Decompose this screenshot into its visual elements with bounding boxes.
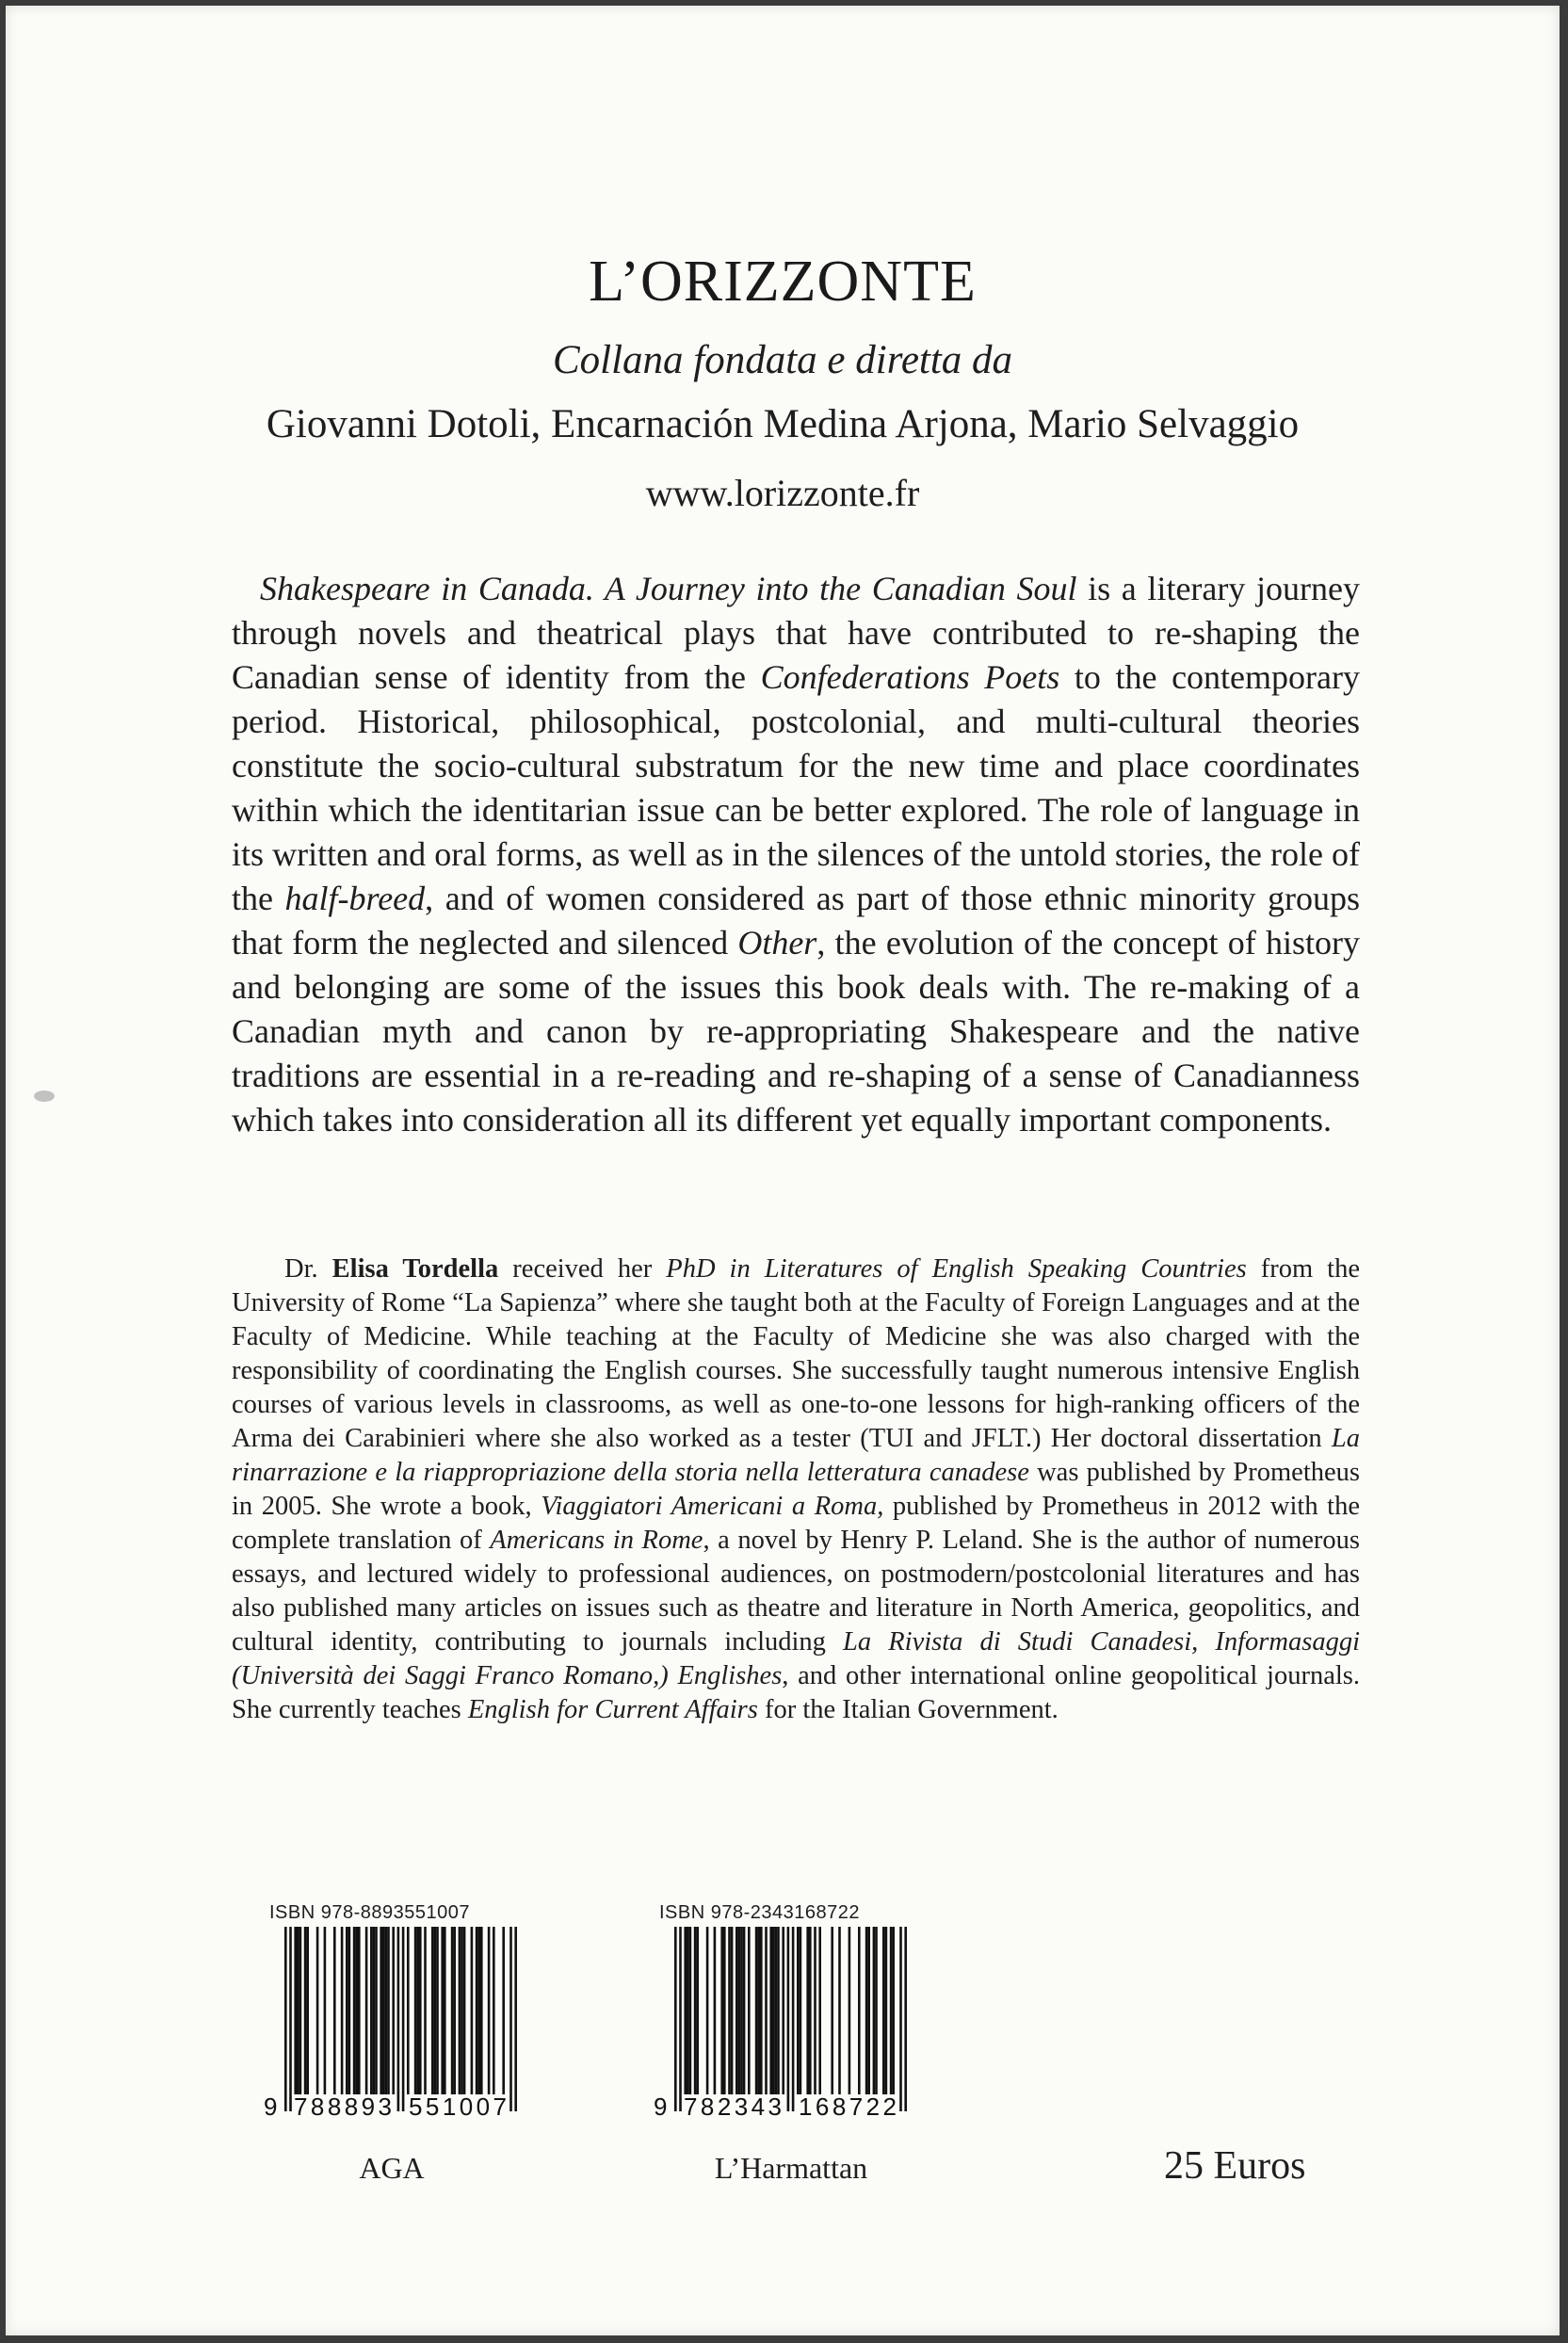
barcode-bar — [706, 1927, 709, 2094]
series-subtitle: Collana fondata e diretta da — [552, 338, 1013, 382]
barcode-bar — [480, 1927, 483, 2094]
barcode-bar — [838, 1927, 841, 2094]
barcode-bar — [414, 1927, 417, 2094]
barcode-bar — [792, 1927, 795, 2111]
barcode-bar — [797, 1927, 800, 2094]
barcode-bar — [720, 1927, 723, 2094]
bio-italic-6: English for Current Affairs — [467, 1695, 758, 1724]
bio-text-3: from the University of Rome “La Sapienza” where she taught both at the Faculty of Foreign Languages and at the Faculty of Medicine. While teaching at the Faculty of Medicine she was also charged with the responsibility of coordinating the English courses. She successfully taught numerous intensive English courses of various levels in classrooms, as well as one-to-one lessons for high-ranking officers of the Arma dei Carabinieri where she also worked as a tester (TUI and JFLT.) Her doctoral dissertation — [232, 1254, 1360, 1453]
barcode-bar — [294, 1927, 297, 2094]
blurb-book-title: Shakespeare in Canada. A Journey into the Canadian Soul — [260, 570, 1077, 607]
barcode-bar — [341, 1927, 344, 2094]
author-name: Elisa Tordella — [331, 1254, 499, 1284]
barcode-bar — [402, 1927, 405, 2111]
barcode-bar — [397, 1927, 400, 2111]
barcode-bar — [731, 1927, 734, 2094]
barcode-bar — [769, 1927, 772, 2094]
barcode-bar — [441, 1927, 444, 2094]
barcode-bar — [892, 1927, 895, 2094]
barcode-bar — [284, 1927, 287, 2111]
barcode-bar — [380, 1927, 382, 2094]
barcode-bar — [875, 1927, 878, 2094]
isbn-label: ISBN 978-2343168722 — [659, 1902, 860, 1923]
bio-italic-2: La rinarrazione e la riappropriazione della storia nella letteratura canadese — [232, 1424, 1360, 1487]
back-cover — [6, 6, 1560, 2335]
barcode-bar — [714, 1927, 717, 2094]
barcode-bar — [488, 1927, 491, 2094]
barcode-bar — [728, 1927, 731, 2094]
barcode-bar — [858, 1927, 861, 2094]
barcode-bar — [375, 1927, 378, 2094]
barcode-bar — [831, 1927, 833, 2094]
barcode-bar — [772, 1927, 775, 2094]
price: 25 Euros — [1164, 2144, 1306, 2188]
barcode-bar — [459, 1927, 461, 2094]
barcode-bar — [775, 1927, 778, 2094]
publisher-aga: AGA — [359, 2151, 425, 2185]
barcode-bar — [453, 1927, 456, 2094]
series-url: www.lorizzonte.fr — [645, 472, 920, 514]
barcode-bar — [461, 1927, 463, 2094]
barcode-harmattan — [650, 1902, 932, 2140]
series-editors: Giovanni Dotoli, Encarnación Medina Arjona, Mario Selvaggio — [266, 402, 1300, 446]
barcode-digits-left: 788893 — [294, 2093, 392, 2121]
barcode-bar — [324, 1927, 327, 2094]
barcode-bar — [373, 1927, 376, 2094]
author-bio — [232, 1252, 1360, 1727]
blurb-italic-1: Confederations Poets — [760, 658, 1060, 696]
barcode-bar — [476, 1927, 478, 2094]
blurb-text-2: to the contemporary period. Historical, philosophical, postcolonial, and multi-cultural theories constitute the socio-cultural substratum for the new time and place coordinates within which the identitarian issue can be better explored. The role of language in its written and oral forms, as well as in the silences of the untold stories, the role of the — [232, 658, 1360, 917]
barcode-bar — [738, 1927, 741, 2094]
barcode-digits-left: 782343 — [684, 2093, 782, 2121]
bio-text-8: for the Italian Government. — [757, 1695, 1059, 1724]
bio-text-5: published by Prometheus in 2012 with the complete translation of — [232, 1492, 1360, 1555]
barcode-bar — [306, 1927, 309, 2094]
barcode-digits-right: 551007 — [409, 2093, 507, 2121]
barcode-icon — [260, 1927, 542, 2140]
barcode-bar — [392, 1927, 395, 2094]
barcode-bar — [387, 1927, 390, 2094]
barcode-bar — [740, 1927, 743, 2094]
barcode-bar — [382, 1927, 385, 2094]
barcode-bar — [867, 1927, 870, 2094]
barcode-bar — [694, 1927, 697, 2094]
bio-italic-5: La Rivista di Studi Canadesi, Informasaggi (Università dei Saggi Franco Romano,) Englishes — [232, 1627, 1360, 1690]
barcode-bar — [353, 1927, 356, 2094]
barcode-bar — [743, 1927, 746, 2094]
barcode-bar — [493, 1927, 495, 2094]
barcode-bar — [885, 1927, 888, 2094]
barcode-bar — [687, 1927, 689, 2094]
barcode-bar — [777, 1927, 780, 2094]
barcode-bar — [736, 1927, 738, 2094]
barcode-bar — [502, 1927, 505, 2094]
bio-text-1: Dr. — [284, 1254, 332, 1284]
barcode-bar — [419, 1927, 422, 2094]
barcode-bar — [463, 1927, 466, 2094]
bio-italic-1: PhD in Literatures of English Speaking Countries — [666, 1254, 1247, 1284]
barcode-bar — [882, 1927, 885, 2094]
barcode-bar — [760, 1927, 763, 2094]
barcode-bar — [787, 1927, 790, 2111]
barcode-bar — [818, 1927, 821, 2094]
barcode-bar — [346, 1927, 348, 2094]
blurb-text-3: , and of women considered as part of those ethnic minority groups that form the neglected and silenced — [232, 880, 1360, 961]
barcode-bar — [358, 1927, 361, 2094]
barcode-bar — [407, 1927, 410, 2094]
barcode-bar — [477, 1927, 480, 2094]
barcode-bar — [444, 1927, 446, 2094]
barcode-bar — [800, 1927, 802, 2094]
barcode-bar — [424, 1927, 427, 2094]
barcode-bar — [471, 1927, 474, 2094]
bio-text-7: , and other international online geopolitical journals. She currently teaches — [232, 1661, 1360, 1724]
barcode-bar — [765, 1927, 768, 2094]
barcode-bar — [755, 1927, 758, 2094]
bio-italic-3: Viaggiatori Americani a Roma, — [541, 1492, 884, 1521]
barcode-bar — [451, 1927, 454, 2094]
bio-text-2: received her — [498, 1254, 667, 1284]
barcode-bar — [355, 1927, 358, 2094]
barcode-bar — [806, 1927, 809, 2094]
series-title: L’ORIZZONTE — [589, 250, 977, 314]
barcode-bar — [289, 1927, 292, 2111]
barcode-bar — [782, 1927, 784, 2094]
barcode-bar — [873, 1927, 876, 2094]
barcode-bar — [333, 1927, 336, 2094]
scan-smudge — [34, 1091, 55, 1102]
barcode-bar — [814, 1927, 816, 2094]
barcode-bar — [297, 1927, 299, 2094]
barcode-bar — [509, 1927, 512, 2111]
barcode-bar — [370, 1927, 373, 2094]
barcode-bar — [679, 1927, 682, 2111]
barcode-bar — [890, 1927, 893, 2094]
barcode-bar — [348, 1927, 351, 2094]
barcode-bar — [904, 1927, 907, 2111]
barcode-bar — [436, 1927, 439, 2094]
barcode-bar — [674, 1927, 677, 2111]
barcode-bar — [514, 1927, 517, 2111]
barcode-bar — [696, 1927, 699, 2094]
barcode-bar — [757, 1927, 760, 2094]
bio-text-6: , a novel by Henry P. Leland. She is the author of numerous essays, and lectured widely to professional audiences, on postmodern/postcolonial literatures and has also published many articles on issues such as theatre and literature in North America, geopolitics, and cultural identity, contributing to journals including — [232, 1526, 1360, 1656]
barcode-bar — [723, 1927, 726, 2094]
publisher-harmattan: L’Harmattan — [714, 2151, 868, 2185]
barcode-bar — [684, 1927, 687, 2094]
barcode-digit-first: 9 — [264, 2093, 278, 2121]
barcode-bar — [849, 1927, 851, 2094]
barcode-bar — [748, 1927, 751, 2094]
barcode-bar — [899, 1927, 902, 2111]
barcode-digits-right: 168722 — [799, 2093, 897, 2121]
barcode-bar — [809, 1927, 812, 2094]
barcode-bar — [385, 1927, 388, 2094]
bio-italic-4: Americans in Rome — [490, 1526, 703, 1555]
barcode-bar — [865, 1927, 868, 2094]
barcode-bar — [689, 1927, 692, 2094]
isbn-label: ISBN 978-8893551007 — [269, 1902, 470, 1923]
barcode-bar — [299, 1927, 302, 2094]
barcode-icon — [650, 1927, 932, 2140]
bio-text-4: was published by Prometheus in 2005. She wrote a book, — [232, 1458, 1360, 1521]
blurb-italic-3: Other — [737, 924, 817, 961]
barcode-digit-first: 9 — [654, 2093, 668, 2121]
blurb-italic-2: half-breed — [284, 880, 426, 917]
book-blurb — [232, 567, 1360, 1142]
blurb-text-4: , the evolution of the concept of history and belonging are some of the issues this book deals with. The re-making of a Canadian myth and canon by re-appropriating Shakespeare and the native traditions are essential in a re-reading and re-shaping of a sense of Canadianness which takes into consideration all its different yet equally important components. — [232, 924, 1360, 1139]
barcode-bar — [434, 1927, 437, 2094]
blurb-text-1: is a literary journey through novels and theatrical plays that have contributed to re-shaping the Canadian sense of identity from the — [232, 570, 1360, 696]
barcode-bar — [431, 1927, 434, 2094]
barcode-bar — [365, 1927, 368, 2094]
barcode-bar — [416, 1927, 419, 2094]
barcode-bar — [316, 1927, 319, 2094]
barcode-bar — [304, 1927, 307, 2094]
barcode-aga — [260, 1902, 542, 2140]
